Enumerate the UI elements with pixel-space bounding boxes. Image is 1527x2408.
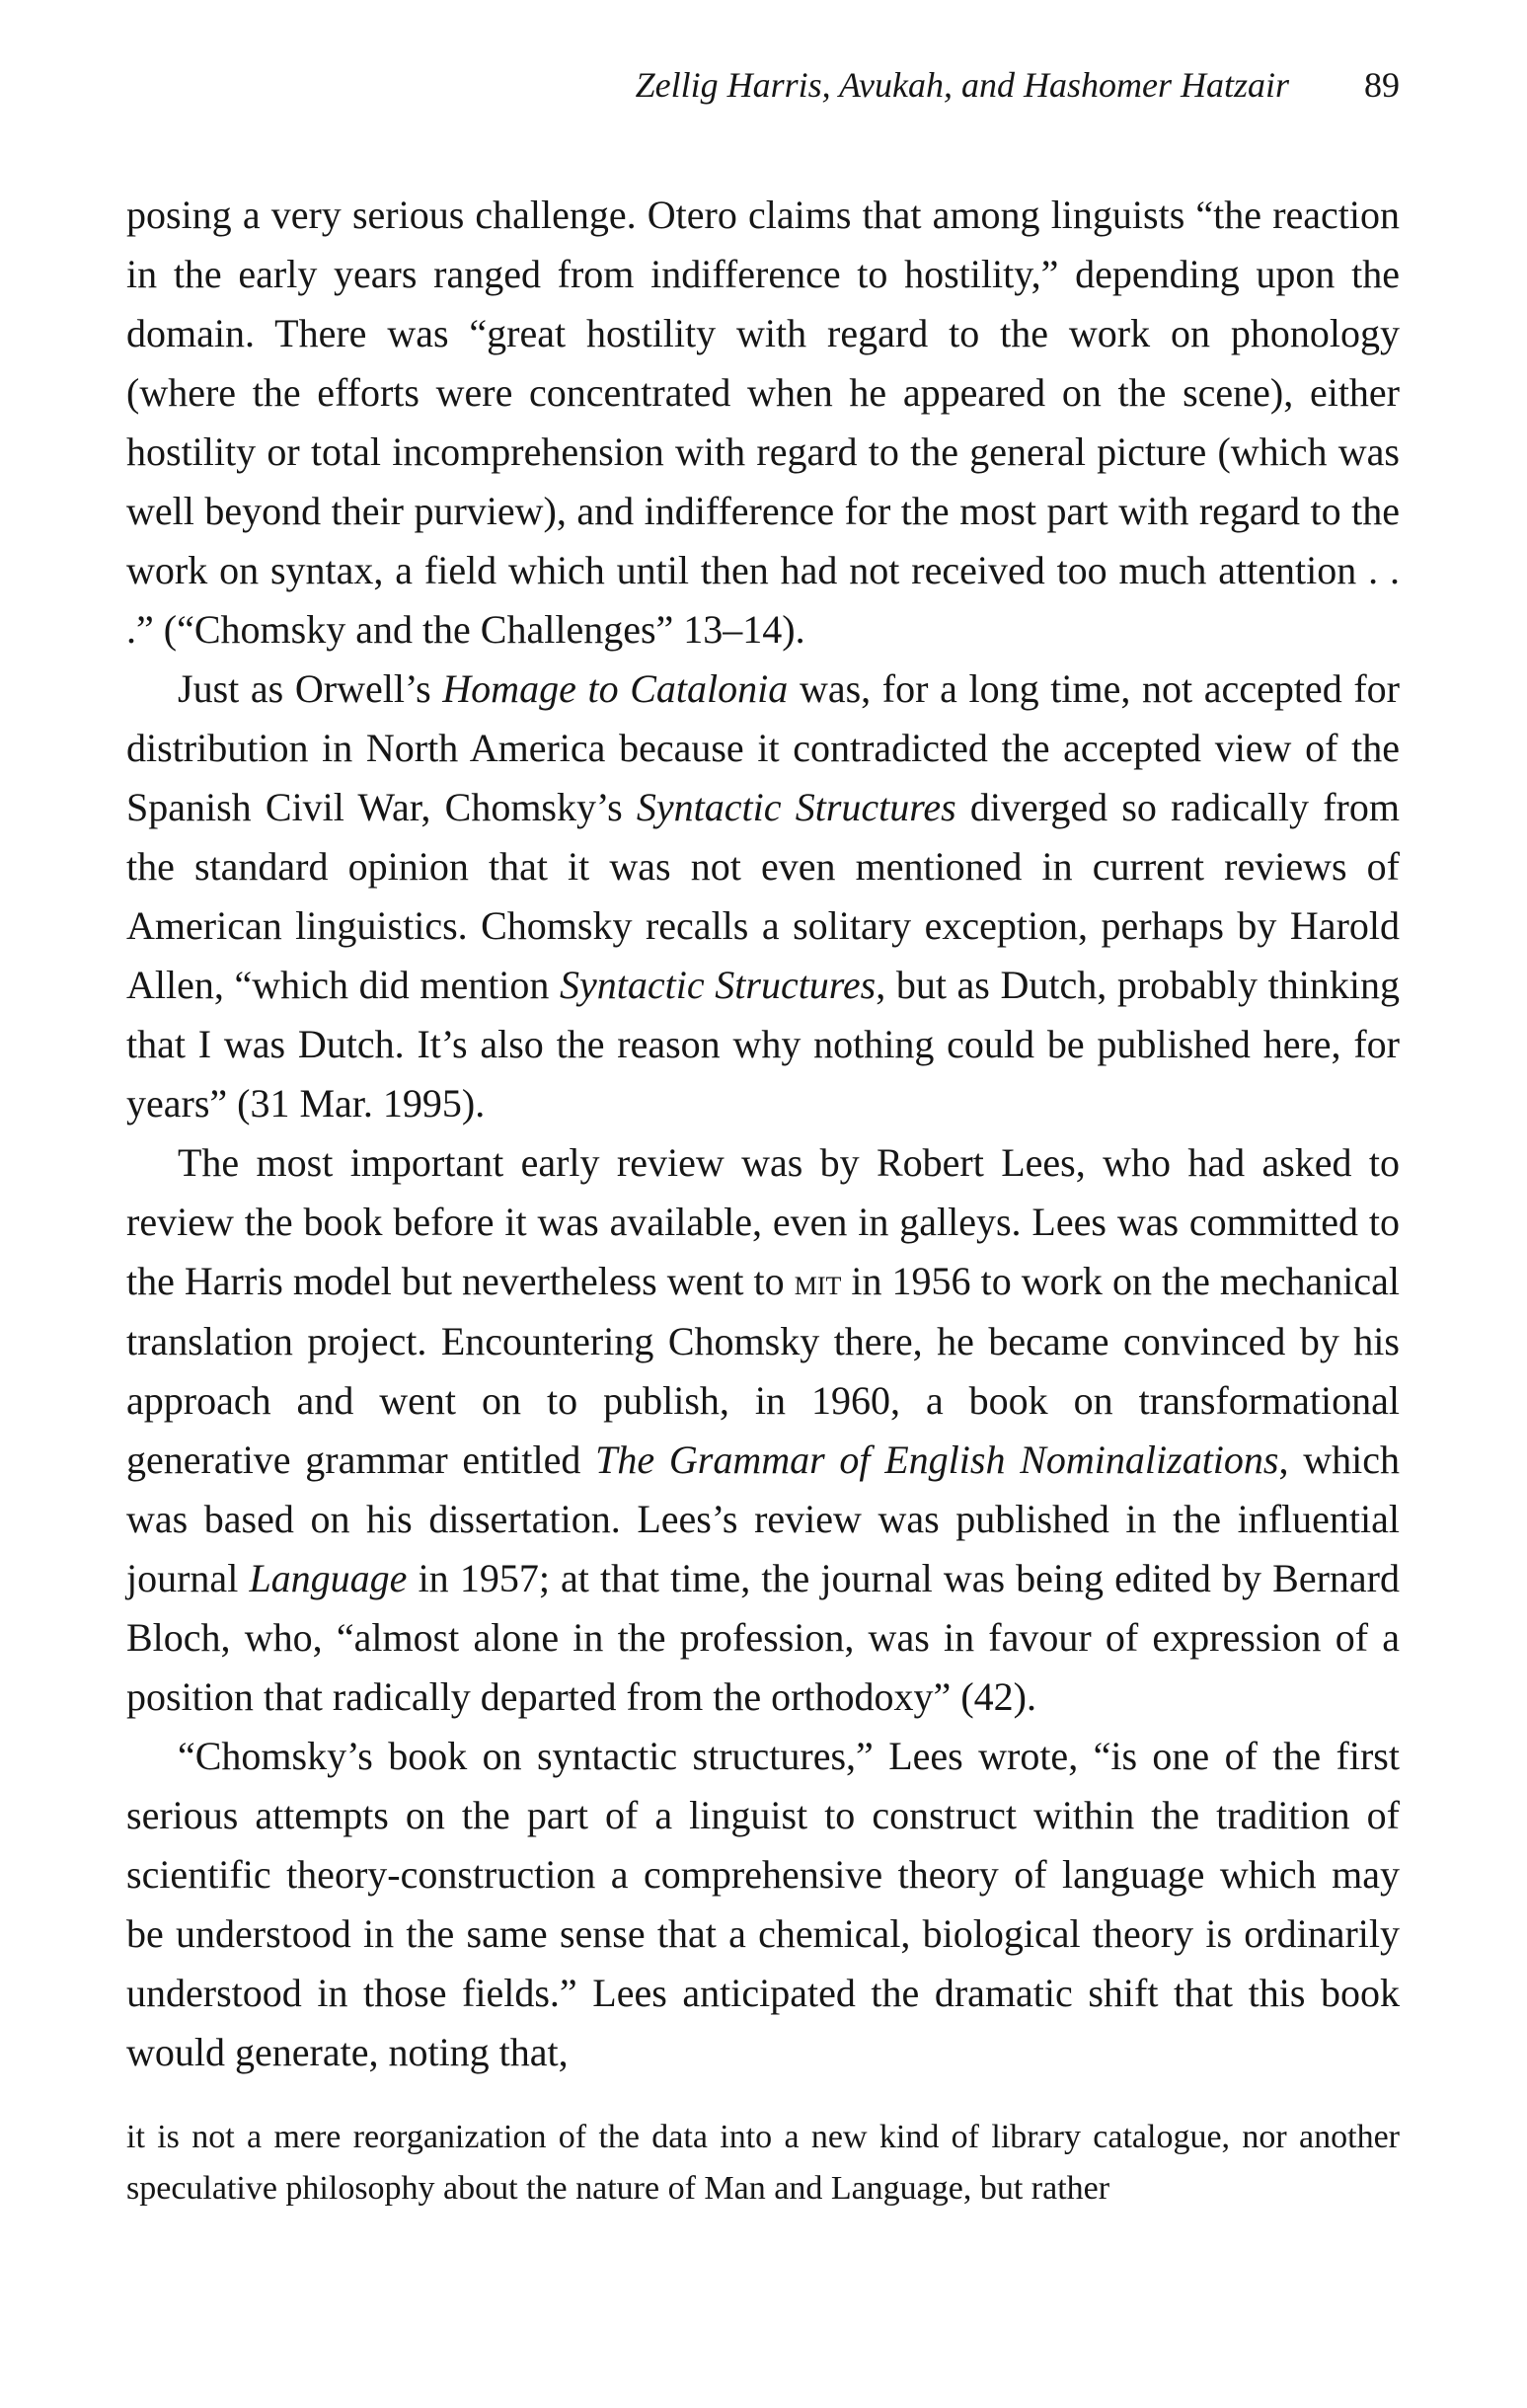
running-head-title: Zellig Harris, Avukah, and Hashomer Hatzair xyxy=(635,65,1289,105)
paragraph-2 xyxy=(126,660,1400,1133)
block-quote: it is not a mere reorganization of the data into a new kind of library catalogue, nor another speculative philosophy about the nature of Man and Language, but rather xyxy=(126,2119,1400,2207)
paragraph-3 xyxy=(126,1133,1400,1727)
text-run: in 1956 to work on the mechanical translation project. Encountering Chomsky there, he became convinced by his approach and went on to publish, in 1960, a book on transformational generative grammar entitled xyxy=(126,1259,1400,1482)
page-number: 89 xyxy=(1364,65,1400,105)
italic-title: Homage to Catalonia xyxy=(442,666,789,711)
text-run: was, for a long time, not accepted for distribution in North America because it contradicted the accepted view of the Spanish Civil War, Chomsky’s xyxy=(126,666,1400,829)
running-head xyxy=(126,57,1400,113)
paragraph-4 xyxy=(126,1727,1400,2082)
small-caps-text: mit xyxy=(794,1262,842,1302)
text-run: , but as Dutch, probably thinking that I was Dutch. It’s also the reason why nothing could be published here, for years” (31 Mar. 1995). xyxy=(126,963,1400,1126)
italic-title: Syntactic Structures xyxy=(560,963,877,1007)
text-run: , which was based on his dissertation. Lees’s review was published in the influential journal xyxy=(126,1437,1400,1600)
italic-title: Syntactic Structures xyxy=(636,785,956,829)
text-run: posing a very serious challenge. Otero claims that among linguists “the reaction in the early years ranged from indifference to hostility,” depending upon the domain. There was “great hostility with regard to the work on phonology (where the efforts were concentrated when he appeared on the scene), either hostility or total incomprehension with regard to the general picture (which was well beyond their purview), and indifference for the most part with regard to the work on syntax, a field which until then had not received too much attention . . .” (“Chomsky and the Challenges” 13–14). xyxy=(126,193,1400,652)
paragraph-1 xyxy=(126,186,1400,660)
italic-title: Language xyxy=(249,1556,408,1600)
body-text xyxy=(126,186,1400,2214)
text-run: “Chomsky’s book on syntactic structures,” Lees wrote, “is one of the first serious attempts on the part of a linguist to construct within the tradition of scientific theory-construction a comprehensive theory of language which may be understood in the same sense that a chemical, biological theory is ordinarily understood in those fields.” Lees anticipated the dramatic shift that this book would generate, noting that, xyxy=(126,1734,1400,2074)
text-run: diverged so radically from the standard opinion that it was not even mentioned in current reviews of American linguistics. Chomsky recalls a solitary exception, perhaps by Harold Allen, “which did mention xyxy=(126,785,1400,1007)
text-run: Just as Orwell’s xyxy=(178,666,443,711)
italic-title: The Grammar of English Nominalizations xyxy=(595,1437,1279,1482)
text-run: The most important early review was by Robert Lees, who had asked to review the book before it was available, even in galleys. Lees was committed to the Harris model but nevertheless went to xyxy=(126,1140,1400,1303)
text-run: in 1957; at that time, the journal was being edited by Bernard Bloch, who, “almost alone in the profession, was in favour of expression of a position that radically departed from the orthodoxy” (42). xyxy=(126,1556,1400,1719)
